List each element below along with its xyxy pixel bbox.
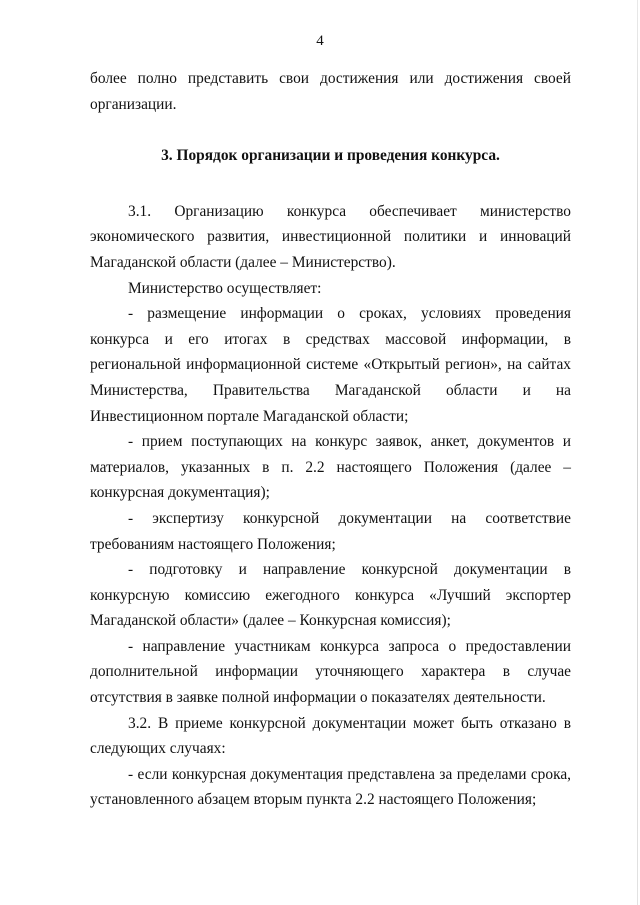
list-item-request: - направление участникам конкурса запроса о предоставлении дополнительной информации уточняющего характера в случае отсутствия в заявке полной информации о показателях деятельности.	[90, 637, 571, 707]
intro-continuation: более полно представить свои достижения или достижения своей организации.	[90, 70, 571, 113]
list-item-submission: - подготовку и направление конкурсной документации в конкурсную комиссию ежегодного конкурса «Лучший экспортер Магаданской области» (далее – Конкурсная комиссия);	[90, 561, 571, 630]
list-item-reception: - прием поступающих на конкурс заявок, анкет, документов и материалов, указанных в п. 2.2 настоящего Положения (далее – конкурсная документация);	[90, 433, 571, 502]
list-item-late-submission: - если конкурсная документация представлена за пределами срока, установленного абзацем вторым пункта 2.2 настоящего Положения;	[90, 765, 571, 809]
scan-edge-line	[637, 0, 638, 905]
section-heading: 3. Порядок организации и проведения конкурса.	[161, 147, 500, 165]
list-item-publication: - размещение информации о сроках, условиях проведения конкурса и его итогах в средствах массовой информации, в региональной информационной системе «Открытый регион», на сайтах Министерства, Правительства Магаданской области и на Инвестиционном портале Магаданской области;	[90, 305, 571, 425]
page-body	[90, 66, 571, 813]
spacer	[90, 169, 571, 199]
paragraph-ministry-duties: Министерство осуществляет:	[128, 279, 322, 297]
page-number: 4	[316, 33, 324, 49]
paragraph-3-2: 3.2. В приеме конкурсной документации может быть отказано в следующих случаях:	[90, 714, 571, 758]
spacer	[90, 117, 571, 143]
paragraph-3-1: 3.1. Организацию конкурса обеспечивает министерство экономического развития, инвестиционной политики и инноваций Магаданской области (далее – Министерство).	[90, 202, 571, 271]
list-item-expertise: - экспертизу конкурсной документации на соответствие требованиям настоящего Положения;	[90, 509, 571, 553]
